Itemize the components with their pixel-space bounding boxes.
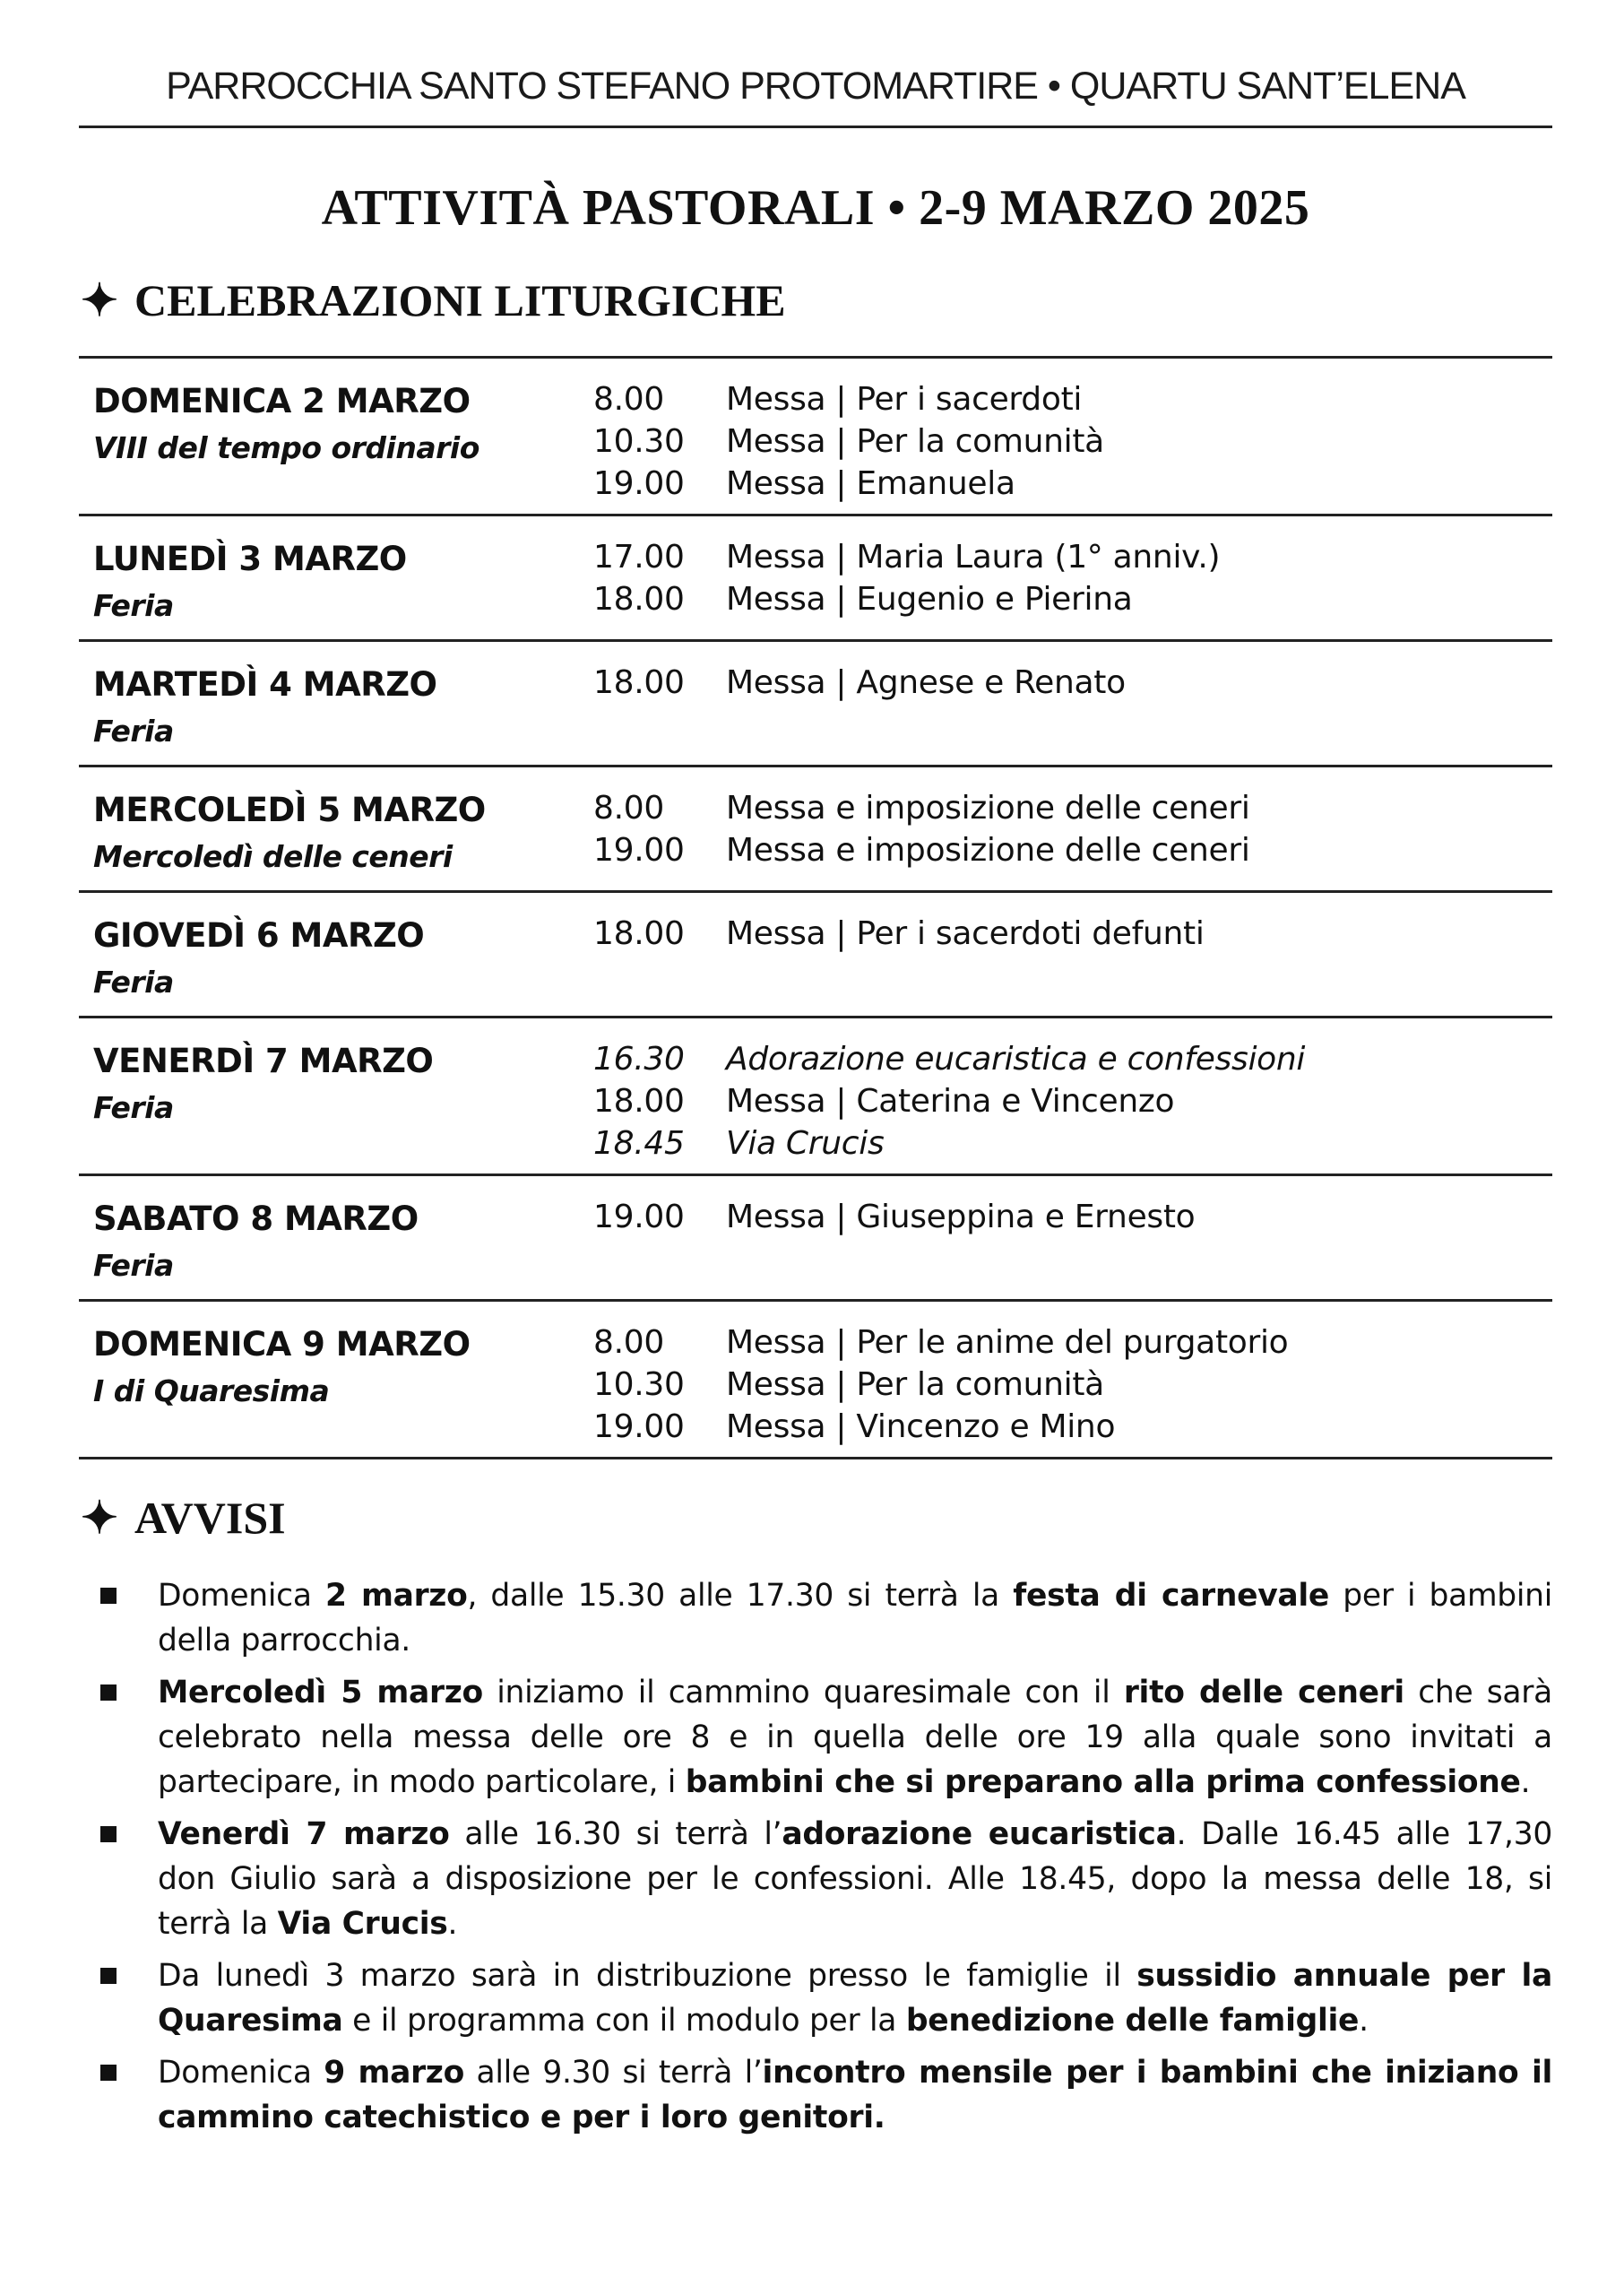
event-item <box>593 1080 1552 1122</box>
event-item <box>593 536 1552 578</box>
square-bullet-icon <box>100 1826 117 1842</box>
liturgical-day: Feria <box>93 588 174 623</box>
event-description: Messa | Per la comunità <box>726 1366 1104 1403</box>
event-description: Messa | Per la comunità <box>726 423 1104 460</box>
notice-text: che sarà celebrato nella messa delle ore 8 e in quella delle ore 19 alla quale sono invitati a partecipare, in modo particolare, i <box>158 1675 1552 1800</box>
notice-emphasis: incontro mensile per i bambini che iniziano il cammino catechistico e per i loro genitori. <box>158 2055 1553 2135</box>
liturgical-day: VIII del tempo ordinario <box>93 430 479 465</box>
event-time: 8.00 <box>593 1324 664 1361</box>
notice-text: Da lunedì 3 marzo sarà in distribuzione presso le famiglie il <box>158 1958 1137 1994</box>
liturgical-day: Feria <box>93 714 174 749</box>
event-item <box>593 420 1552 463</box>
event-time: 19.00 <box>593 1199 685 1235</box>
event-item <box>593 1364 1552 1406</box>
section-title-liturgy <box>81 274 786 326</box>
event-list <box>593 1038 1552 1165</box>
event-time: 17.00 <box>593 539 685 576</box>
notice-text: iniziamo il cammino quaresimale con il <box>482 1675 1124 1710</box>
notice-emphasis: 9 marzo <box>324 2055 464 2091</box>
notice-emphasis: adorazione eucaristica <box>782 1816 1177 1852</box>
event-item <box>593 662 1552 704</box>
event-description: Messa | Per le anime del purgatorio <box>726 1324 1289 1361</box>
event-list <box>593 787 1552 871</box>
event-time: 19.00 <box>593 1408 685 1445</box>
event-list <box>593 378 1552 505</box>
parish-header: PARROCCHIA SANTO STEFANO PROTOMARTIRE • QUARTU SANT’ELENA <box>166 65 1465 108</box>
event-description: Adorazione eucaristica e confessioni <box>726 1041 1306 1078</box>
event-item <box>593 1038 1552 1080</box>
liturgical-day: Feria <box>93 1090 174 1125</box>
square-bullet-icon <box>100 2065 117 2081</box>
notice-text: alle 16.30 si terrà l’ <box>449 1816 782 1852</box>
event-description: Messa | Maria Laura (1° anniv.) <box>726 539 1221 576</box>
event-time: 19.00 <box>593 465 685 502</box>
event-time: 19.00 <box>593 832 685 869</box>
event-list <box>593 536 1552 620</box>
day-name: MERCOLEDÌ 5 MARZO <box>93 791 486 829</box>
section-title-notices <box>81 1492 286 1544</box>
event-time: 8.00 <box>593 381 664 418</box>
event-list <box>593 1321 1552 1448</box>
schedule-day-row <box>79 1018 1552 1176</box>
notice-text: e il programma con il modulo per la <box>342 2003 906 2039</box>
event-time: 16.30 <box>593 1041 685 1078</box>
notice-text: Domenica <box>158 1578 325 1614</box>
header-rule <box>79 126 1552 128</box>
notice-emphasis: Via Crucis <box>277 1906 448 1942</box>
event-time: 10.30 <box>593 423 685 460</box>
square-bullet-icon <box>100 1968 117 1984</box>
event-description: Via Crucis <box>726 1125 885 1162</box>
event-list <box>593 913 1552 955</box>
notice-text: . <box>1520 1764 1531 1800</box>
section-label: CELEBRAZIONI LITURGICHE <box>134 275 786 325</box>
event-item <box>593 578 1552 620</box>
notice-item <box>79 2050 1552 2140</box>
day-name: DOMENICA 2 MARZO <box>93 382 471 420</box>
event-time: 18.00 <box>593 664 685 701</box>
notice-emphasis: festa di carnevale <box>1013 1578 1330 1614</box>
section-label: AVVISI <box>134 1493 286 1543</box>
notice-text: Domenica <box>158 2055 324 2091</box>
event-time: 18.00 <box>593 915 685 952</box>
day-name: LUNEDÌ 3 MARZO <box>93 540 407 578</box>
notice-emphasis: rito delle ceneri <box>1123 1675 1404 1710</box>
notices-list <box>79 1573 1552 2147</box>
event-description: Messa | Per i sacerdoti defunti <box>726 915 1205 952</box>
notice-text: . Dalle 16.45 alle 17,30 don Giulio sarà a disposizione per le confessioni. Alle 18.45, dopo la messa delle 18, si terrà la <box>158 1816 1552 1942</box>
notice-emphasis: Venerdì 7 marzo <box>158 1816 450 1852</box>
schedule-day-row <box>79 1176 1552 1302</box>
notice-emphasis: Mercoledì 5 marzo <box>158 1675 483 1710</box>
event-time: 8.00 <box>593 790 664 827</box>
event-description: Messa | Emanuela <box>726 465 1015 502</box>
notice-emphasis: sussidio annuale per la Quaresima <box>158 1958 1552 2039</box>
notice-item <box>79 1812 1552 1946</box>
square-bullet-icon <box>100 1684 117 1701</box>
schedule-day-row <box>79 516 1552 642</box>
notice-emphasis: benedizione delle famiglie <box>905 2003 1360 2039</box>
liturgical-day: I di Quaresima <box>93 1373 330 1408</box>
event-item <box>593 829 1552 871</box>
event-item <box>593 1406 1552 1448</box>
notice-text: . <box>1359 2003 1369 2039</box>
square-bullet-icon <box>100 1588 117 1604</box>
notice-text: . <box>447 1906 458 1942</box>
event-item <box>593 1122 1552 1165</box>
page-title: ATTIVITÀ PASTORALI • 2-9 MARZO 2025 <box>321 180 1310 236</box>
event-description: Messa | Eugenio e Pierina <box>726 581 1133 618</box>
event-description: Messa | Agnese e Renato <box>726 664 1126 701</box>
four-pointed-star-icon: ✦ <box>81 1493 118 1543</box>
notice-text: alle 9.30 si terrà l’ <box>463 2055 763 2091</box>
schedule-day-row <box>79 642 1552 767</box>
notice-text: , dalle 15.30 alle 17.30 si terrà la <box>467 1578 1014 1614</box>
event-description: Messa | Per i sacerdoti <box>726 381 1083 418</box>
notice-text: per i bambini della parrocchia. <box>158 1578 1552 1658</box>
event-time: 18.00 <box>593 1083 685 1120</box>
day-name: DOMENICA 9 MARZO <box>93 1325 471 1364</box>
event-list <box>593 662 1552 704</box>
four-pointed-star-icon: ✦ <box>81 275 118 325</box>
event-item <box>593 463 1552 505</box>
event-item <box>593 1321 1552 1364</box>
event-description: Messa | Giuseppina e Ernesto <box>726 1199 1196 1235</box>
schedule-day-row <box>79 767 1552 893</box>
schedule-day-row <box>79 893 1552 1018</box>
schedule-day-row <box>79 1302 1552 1459</box>
event-time: 10.30 <box>593 1366 685 1403</box>
day-name: VENERDÌ 7 MARZO <box>93 1042 434 1080</box>
event-item <box>593 913 1552 955</box>
event-item <box>593 1196 1552 1238</box>
liturgical-day: Feria <box>93 1248 174 1283</box>
schedule-day-row <box>79 359 1552 516</box>
notice-emphasis: 2 marzo <box>324 1578 468 1614</box>
day-name: GIOVEDÌ 6 MARZO <box>93 916 425 955</box>
event-time: 18.00 <box>593 581 685 618</box>
liturgical-day: Feria <box>93 965 174 1000</box>
event-item <box>593 378 1552 420</box>
notice-emphasis: bambini che si preparano alla prima confessione <box>685 1764 1521 1800</box>
event-description: Messa | Vincenzo e Mino <box>726 1408 1116 1445</box>
event-item <box>593 787 1552 829</box>
notice-item <box>79 1573 1552 1663</box>
event-list <box>593 1196 1552 1238</box>
day-name: SABATO 8 MARZO <box>93 1199 419 1238</box>
notice-item <box>79 1953 1552 2043</box>
day-name: MARTEDÌ 4 MARZO <box>93 665 437 704</box>
event-time: 18.45 <box>593 1125 685 1162</box>
event-description: Messa e imposizione delle ceneri <box>726 832 1250 869</box>
notice-item <box>79 1670 1552 1805</box>
liturgy-schedule <box>79 356 1552 1459</box>
event-description: Messa e imposizione delle ceneri <box>726 790 1250 827</box>
event-description: Messa | Caterina e Vincenzo <box>726 1083 1175 1120</box>
liturgical-day: Mercoledì delle ceneri <box>93 839 453 874</box>
